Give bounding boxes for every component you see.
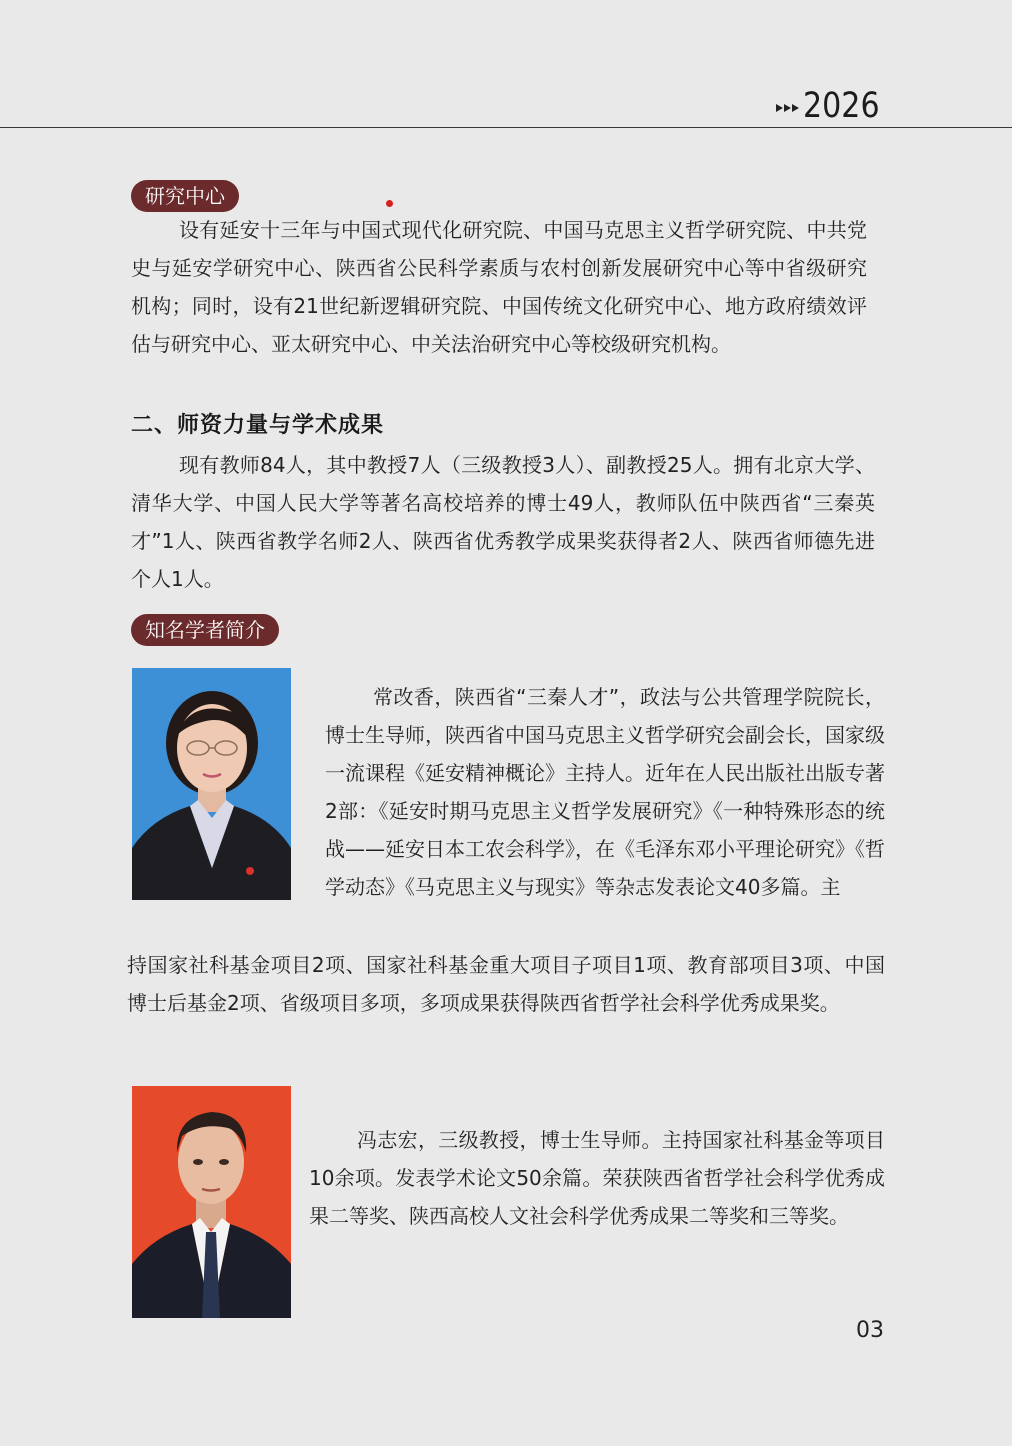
scholar1-photo bbox=[132, 668, 291, 900]
faculty-heading: 二、师资力量与学术成果 bbox=[131, 413, 385, 438]
research-center-paragraph: 设有延安十三年与中国式现代化研究院、中国马克思主义哲学研究院、中共党史与延安学研究中心、陕西省公民科学素质与农村创新发展研究中心等中省级研究机构；同时，设有21世纪新逻辑研究院、中国传统文化研究中心、地方政府绩效评估与研究中心、亚太研究中心、中关法治研究中心等校级研究机构。 bbox=[131, 218, 867, 356]
scholar2-photo bbox=[132, 1086, 291, 1318]
scholar2-bio: 冯志宏，三级教授，博士生导师。主持国家社科基金等项目10余项。发表学术论文50余篇。荣获陕西省哲学社会科学优秀成果二等奖、陕西高校人文社会科学优秀成果二等奖和三等奖。 bbox=[309, 1128, 885, 1228]
red-dot-mark bbox=[386, 200, 393, 207]
faculty-paragraph: 现有教师84人，其中教授7人（三级教授3人）、副教授25人。拥有北京大学、清华大学、中国人民大学等著名高校培养的博士49人，教师队伍中陕西省“三秦英才”1人、陕西省教学名师2人、陕西省优秀教学成果奖获得者2人、陕西省师德先进个人1人。 bbox=[131, 453, 875, 591]
header-year bbox=[776, 86, 892, 126]
section-label-scholars: 知名学者简介 bbox=[131, 614, 279, 646]
year-label: 2026 bbox=[803, 86, 880, 126]
scholar1-bio-continued: 持国家社科基金项目2项、国家社科基金重大项目子项目1项、教育部项目3项、中国博士后基金2项、省级项目多项，多项成果获得陕西省哲学社会科学优秀成果奖。 bbox=[127, 953, 885, 1015]
section-label-research-center: 研究中心 bbox=[131, 180, 239, 212]
scholar1-bio-side: 常改香，陕西省“三秦人才”，政法与公共管理学院院长，博士生导师，陕西省中国马克思主义哲学研究会副会长，国家级一流课程《延安精神概论》主持人。近年在人民出版社出版专著2部：《延安时期马克思主义哲学发展研究》《一种特殊形态的统战——延安日本工农会科学》，在《毛泽东邓小平理论研究》《哲学动态》《马克思主义与现实》等杂志发表论文40多篇。主 bbox=[325, 685, 885, 899]
header-divider bbox=[0, 127, 1012, 128]
page-number: 03 bbox=[856, 1318, 884, 1343]
triple-arrow-icon bbox=[776, 104, 799, 112]
